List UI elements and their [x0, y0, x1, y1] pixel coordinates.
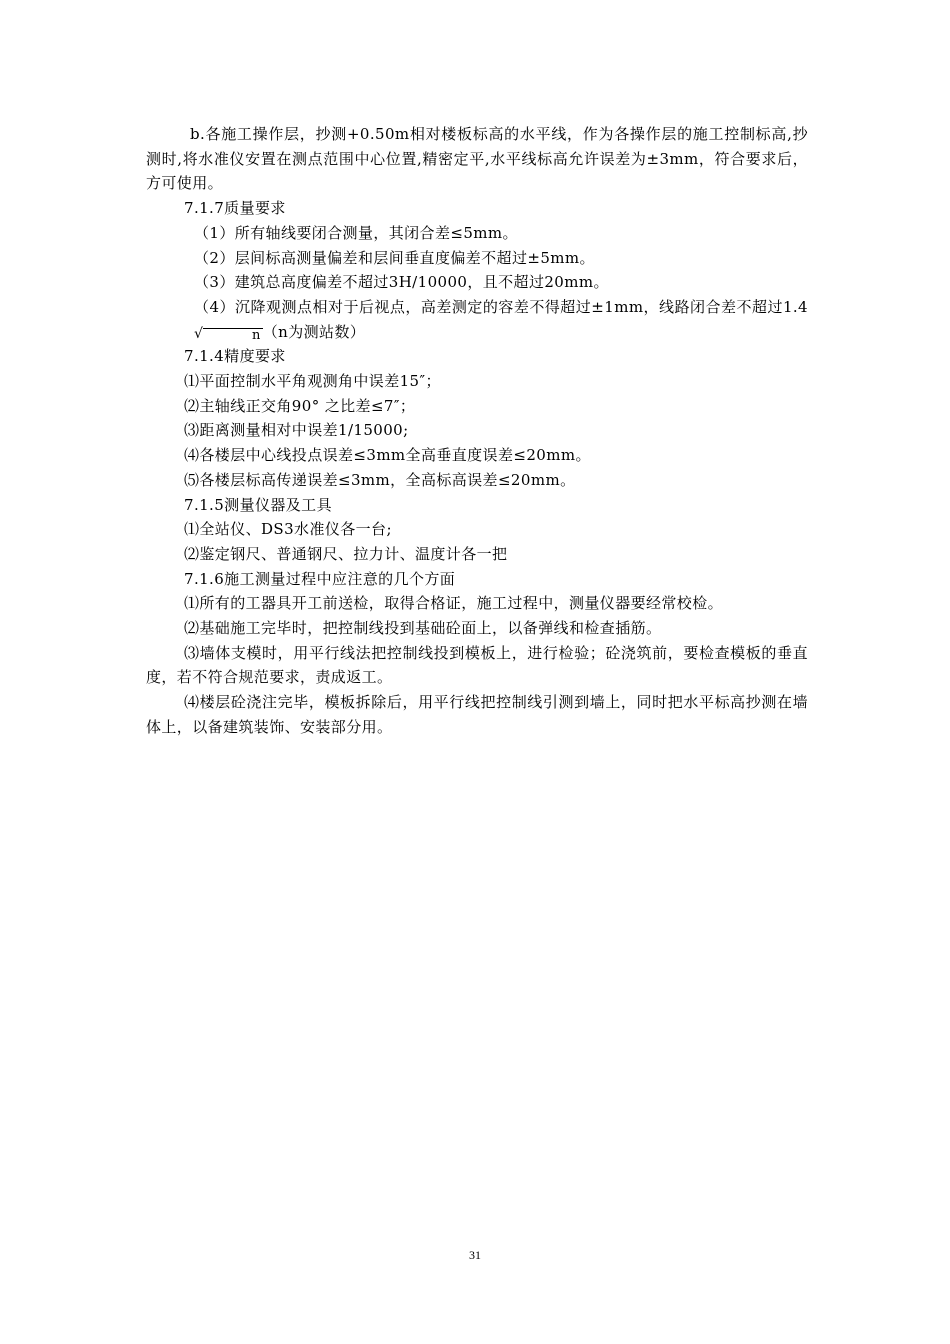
precision-item-2: ⑵主轴线正交角90° 之比差≤7″；	[184, 396, 416, 415]
precision-item-1: ⑴平面控制水平角观测角中误差15″；	[184, 372, 441, 391]
quality-item-1: （1）所有轴线要闭合测量，其闭合差≤5mm。	[194, 223, 518, 242]
precision-item-3: ⑶距离测量相对中误差1/15000;	[184, 421, 409, 440]
square-root-radicand: n	[203, 328, 263, 343]
quality-item-4	[146, 295, 808, 344]
tool-item-2: ⑵鉴定钢尺、普通钢尺、拉力计、温度计各一把	[184, 544, 508, 563]
attention-item-2: ⑵基础施工完毕时，把控制线投到基础砼面上，以备弹线和检查插筋。	[184, 619, 662, 638]
heading-7-1-6-attention-points: 7.1.6施工测量过程中应注意的几个方面	[184, 569, 456, 588]
page-number: 31	[469, 1248, 481, 1262]
heading-7-1-7-quality-requirements: 7.1.7质量要求	[184, 199, 286, 218]
quality-item-4-tail: （n为测站数）	[262, 322, 366, 341]
paragraph-operation-layer-leveling: b.各施工操作层，抄测+0.50m相对楼板标高的水平线，作为各操作层的施工控制标高,抄测时,将水准仪安置在测点范围中心位置,精密定平,水平线标高允许误差为±3mm，符合要求后，方可使用。	[146, 125, 808, 193]
precision-item-5: ⑸各楼层标高传递误差≤3mm，全高标高误差≤20mm。	[184, 470, 576, 489]
document-body	[146, 122, 808, 740]
precision-item-4: ⑷各楼层中心线投点误差≤3mm全高垂直度误差≤20mm。	[184, 446, 591, 465]
tool-item-1: ⑴全站仪、DS3水准仪各一台;	[184, 520, 392, 539]
quality-item-3: （3）建筑总高度偏差不超过3H/10000，且不超过20mm。	[194, 273, 609, 292]
attention-item-4: ⑷楼层砼浇注完毕，模板拆除后，用平行线把控制线引测到墙上，同时把水平标高抄测在墙体上，以备建筑装饰、安装部分用。	[146, 693, 808, 736]
heading-7-1-5-instruments-tools: 7.1.5测量仪器及工具	[184, 495, 332, 514]
attention-item-1: ⑴所有的工器具开工前送检，取得合格证，施工过程中，测量仪器要经常校检。	[184, 594, 724, 613]
heading-7-1-4-precision-requirements: 7.1.4精度要求	[184, 347, 286, 366]
attention-item-3: ⑶墙体支模时，用平行线法把控制线投到模板上，进行检验；砼浇筑前，要检查模板的垂直度，若不符合规范要求，责成返工。	[146, 643, 808, 687]
quality-item-4-text: （4）沉降观测点相对于后视点，高差测定的容差不得超过±1mm，线路闭合差不超过1.4	[194, 297, 808, 316]
quality-item-2: （2）层间标高测量偏差和层间垂直度偏差不超过±5mm。	[194, 248, 595, 267]
square-root-symbol: √ n	[194, 325, 261, 343]
